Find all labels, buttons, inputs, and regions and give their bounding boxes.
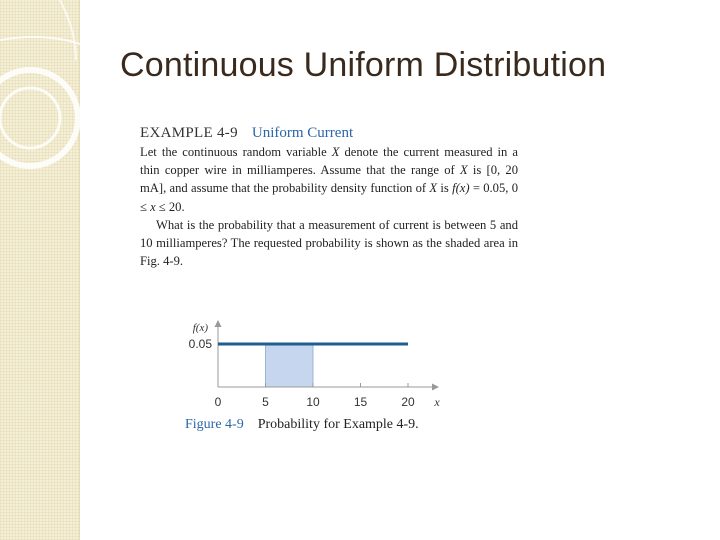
example-heading — [140, 123, 518, 143]
x-tick-label: 20 — [401, 395, 415, 409]
slide-title: Continuous Uniform Distribution — [120, 46, 607, 84]
y-axis-label: f(x) — [192, 322, 208, 334]
y-tick-label: 0.05 — [188, 337, 212, 351]
uniform-density-chart — [180, 316, 460, 416]
example-paragraph-1: Let the continuous random variable X denote the current measured in a thin copper wire in milliamperes. Assume that the range of X is [0, 20 mA], and assume that the probability density function of X is f(x) = 0.05, 0 ≤ x ≤ 20. — [140, 145, 518, 214]
example-title: Uniform Current — [251, 125, 354, 141]
figure-caption-text: Probability for Example 4-9. — [257, 417, 419, 432]
decorative-circles — [0, 0, 160, 200]
x-tick-label: 15 — [353, 395, 368, 409]
x-tick-label: 10 — [306, 395, 320, 409]
x-tick-label: 5 — [262, 395, 269, 409]
example-body — [140, 143, 518, 270]
example-paragraph-2: What is the probability that a measurement of current is between 5 and 10 milliamperes? The requested probability is shown as the shaded area in Fig. 4-9. — [140, 217, 518, 269]
example-block — [140, 123, 518, 270]
example-label: EXAMPLE 4-9 — [140, 125, 238, 141]
figure-label: Figure 4-9 — [185, 417, 244, 432]
x-axis-label: x — [434, 395, 440, 409]
figure-caption — [185, 417, 419, 433]
shaded-probability-area — [266, 344, 314, 387]
y-axis-arrow — [215, 320, 222, 327]
x-axis-arrow — [432, 384, 439, 391]
x-tick-label: 0 — [214, 395, 222, 409]
